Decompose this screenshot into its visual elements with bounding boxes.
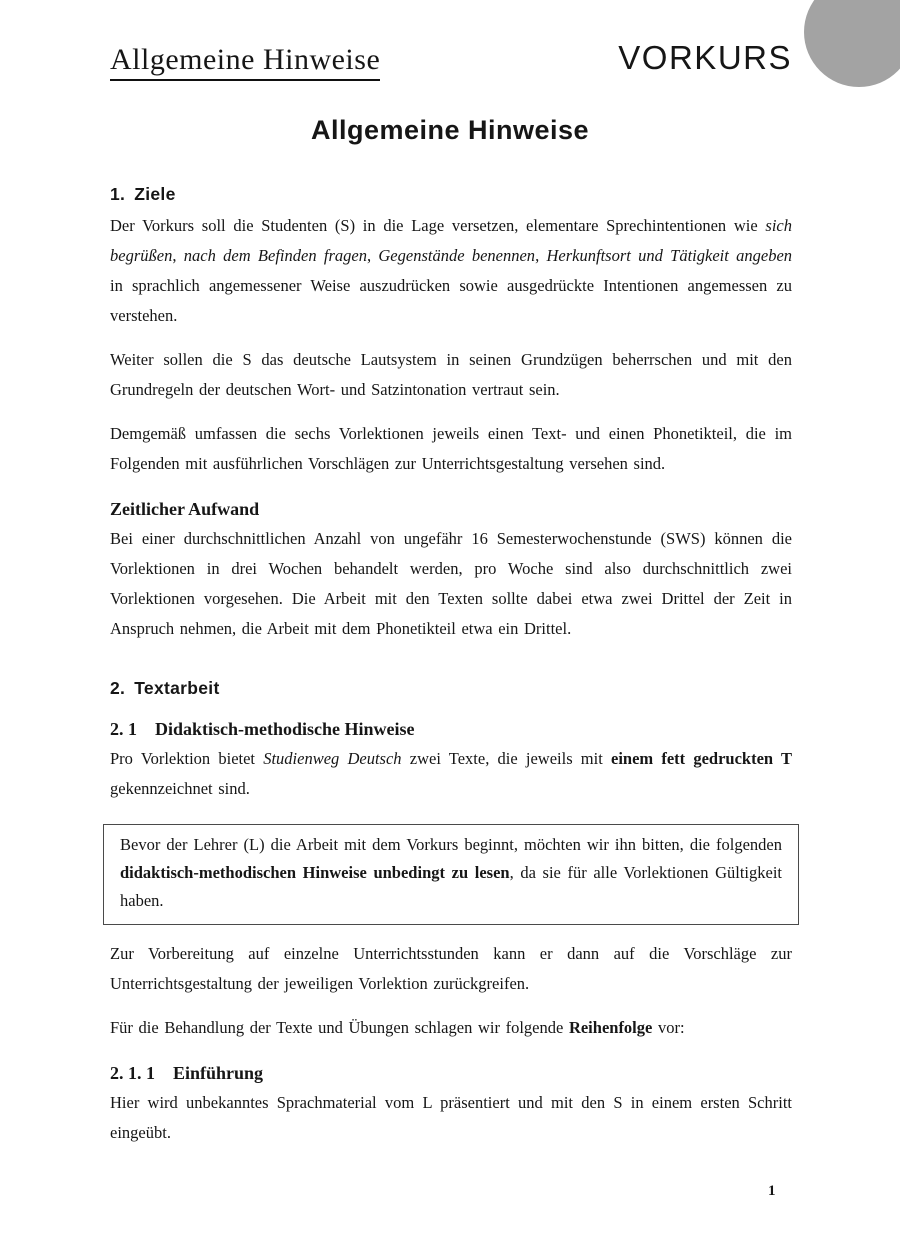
section-heading: Zeitlicher Aufwand [110, 499, 260, 519]
paragraph [110, 1013, 792, 1043]
running-header-course-label: VORKURS [618, 39, 792, 76]
text-run: Bevor der Lehrer (L) die Arbeit mit dem Vorkurs beginnt, möchten wir ihn bitten, die folgenden [120, 835, 782, 854]
paragraph [110, 211, 792, 331]
text-run: , [172, 246, 184, 265]
section-heading: 2. Textarbeit [110, 678, 220, 698]
paragraph [110, 744, 792, 804]
paragraph [110, 939, 792, 999]
text-run: Der Vorkurs soll die Studenten (S) in die Lage versetzen, elementare Sprechintentionen wie [110, 216, 766, 235]
boxed-note [103, 824, 799, 925]
text-run: zwei Texte, die jeweils mit [401, 749, 612, 768]
text-run: Zur Vorbereitung auf einzelne Unterrichtsstunden kann er dann auf die Vorschläge zur Unterrichtsgestaltung der jeweiligen Vorlektion zurückgreifen. [110, 944, 792, 993]
page-number: 1 [768, 1183, 776, 1199]
corner-circle-decoration [804, 0, 900, 87]
text-run: Demgemäß umfassen die sechs Vorlektionen jeweils einen Text- und einen Phonetikteil, die im Folgenden mit ausführlichen Vorschlägen zur Unterrichtsgestaltung versehen sind. [110, 424, 792, 473]
paragraph [110, 345, 792, 405]
italic-text-run: sich begrüßen [110, 216, 792, 265]
text-run: , da sie für alle Vorlektionen Gültigkeit haben. [120, 863, 782, 910]
text-run: vor: [652, 1018, 685, 1037]
bold-text-run: Reihenfolge [568, 1018, 653, 1037]
text-run: Bei einer durchschnittlichen Anzahl von ungefähr 16 Semesterwochenstunde (SWS) können die Vorlektionen in drei Wochen behandelt werden, pro Woche sind also durchschnittlich zwei Vorlektionen vorgesehen. Die Arbeit mit den Texten sollte dabei etwa zwei Drittel der Zeit in Anspruch nehmen, die Arbeit mit dem Phonetikteil etwa ein Drittel. [110, 529, 792, 638]
running-header [110, 40, 792, 81]
bold-text-run: didaktisch-methodischen Hinweise unbedingt zu lesen [120, 863, 510, 882]
italic-text-run: nach dem Befinden fragen [183, 246, 367, 265]
italic-text-run: Herkunftsort und Tätigkeit angeben [546, 246, 793, 265]
section-heading: 1. Ziele [110, 184, 176, 204]
text-run: gekennzeichnet sind. [110, 779, 250, 798]
paragraph [110, 524, 792, 644]
section-heading: 2. 1. 1 Einführung [110, 1063, 264, 1083]
paragraph [110, 1088, 792, 1148]
content-blocks [110, 150, 792, 1148]
text-run: Hier wird unbekanntes Sprachmaterial vom L präsentiert und mit den S in einem ersten Schritt eingeübt. [110, 1093, 792, 1142]
bold-text-run: einem fett gedruckten T [611, 749, 793, 768]
text-run: Pro Vorlektion bietet [110, 749, 264, 768]
text-run: , [366, 246, 379, 265]
italic-text-run: Gegenstände benennen [378, 246, 536, 265]
paragraph [110, 419, 792, 479]
text-run: , [535, 246, 547, 265]
section-heading: 2. 1 Didaktisch-methodische Hinweise [110, 719, 415, 739]
page-title: Allgemeine Hinweise [310, 115, 590, 145]
text-run: Weiter sollen die S das deutsche Lautsystem in seinen Grundzügen beherrschen und mit den Grundregeln der deutschen Wort- und Satzintonation vertraut sein. [110, 350, 792, 399]
text-run: Für die Behandlung der Texte und Übungen schlagen wir folgende [110, 1018, 569, 1037]
text-run: in sprachlich angemessener Weise auszudrücken sowie ausgedrückte Intentionen angemessen zu verstehen. [110, 276, 792, 325]
running-header-title: Allgemeine Hinweise [110, 43, 380, 81]
italic-text-run: Studienweg Deutsch [263, 749, 402, 768]
